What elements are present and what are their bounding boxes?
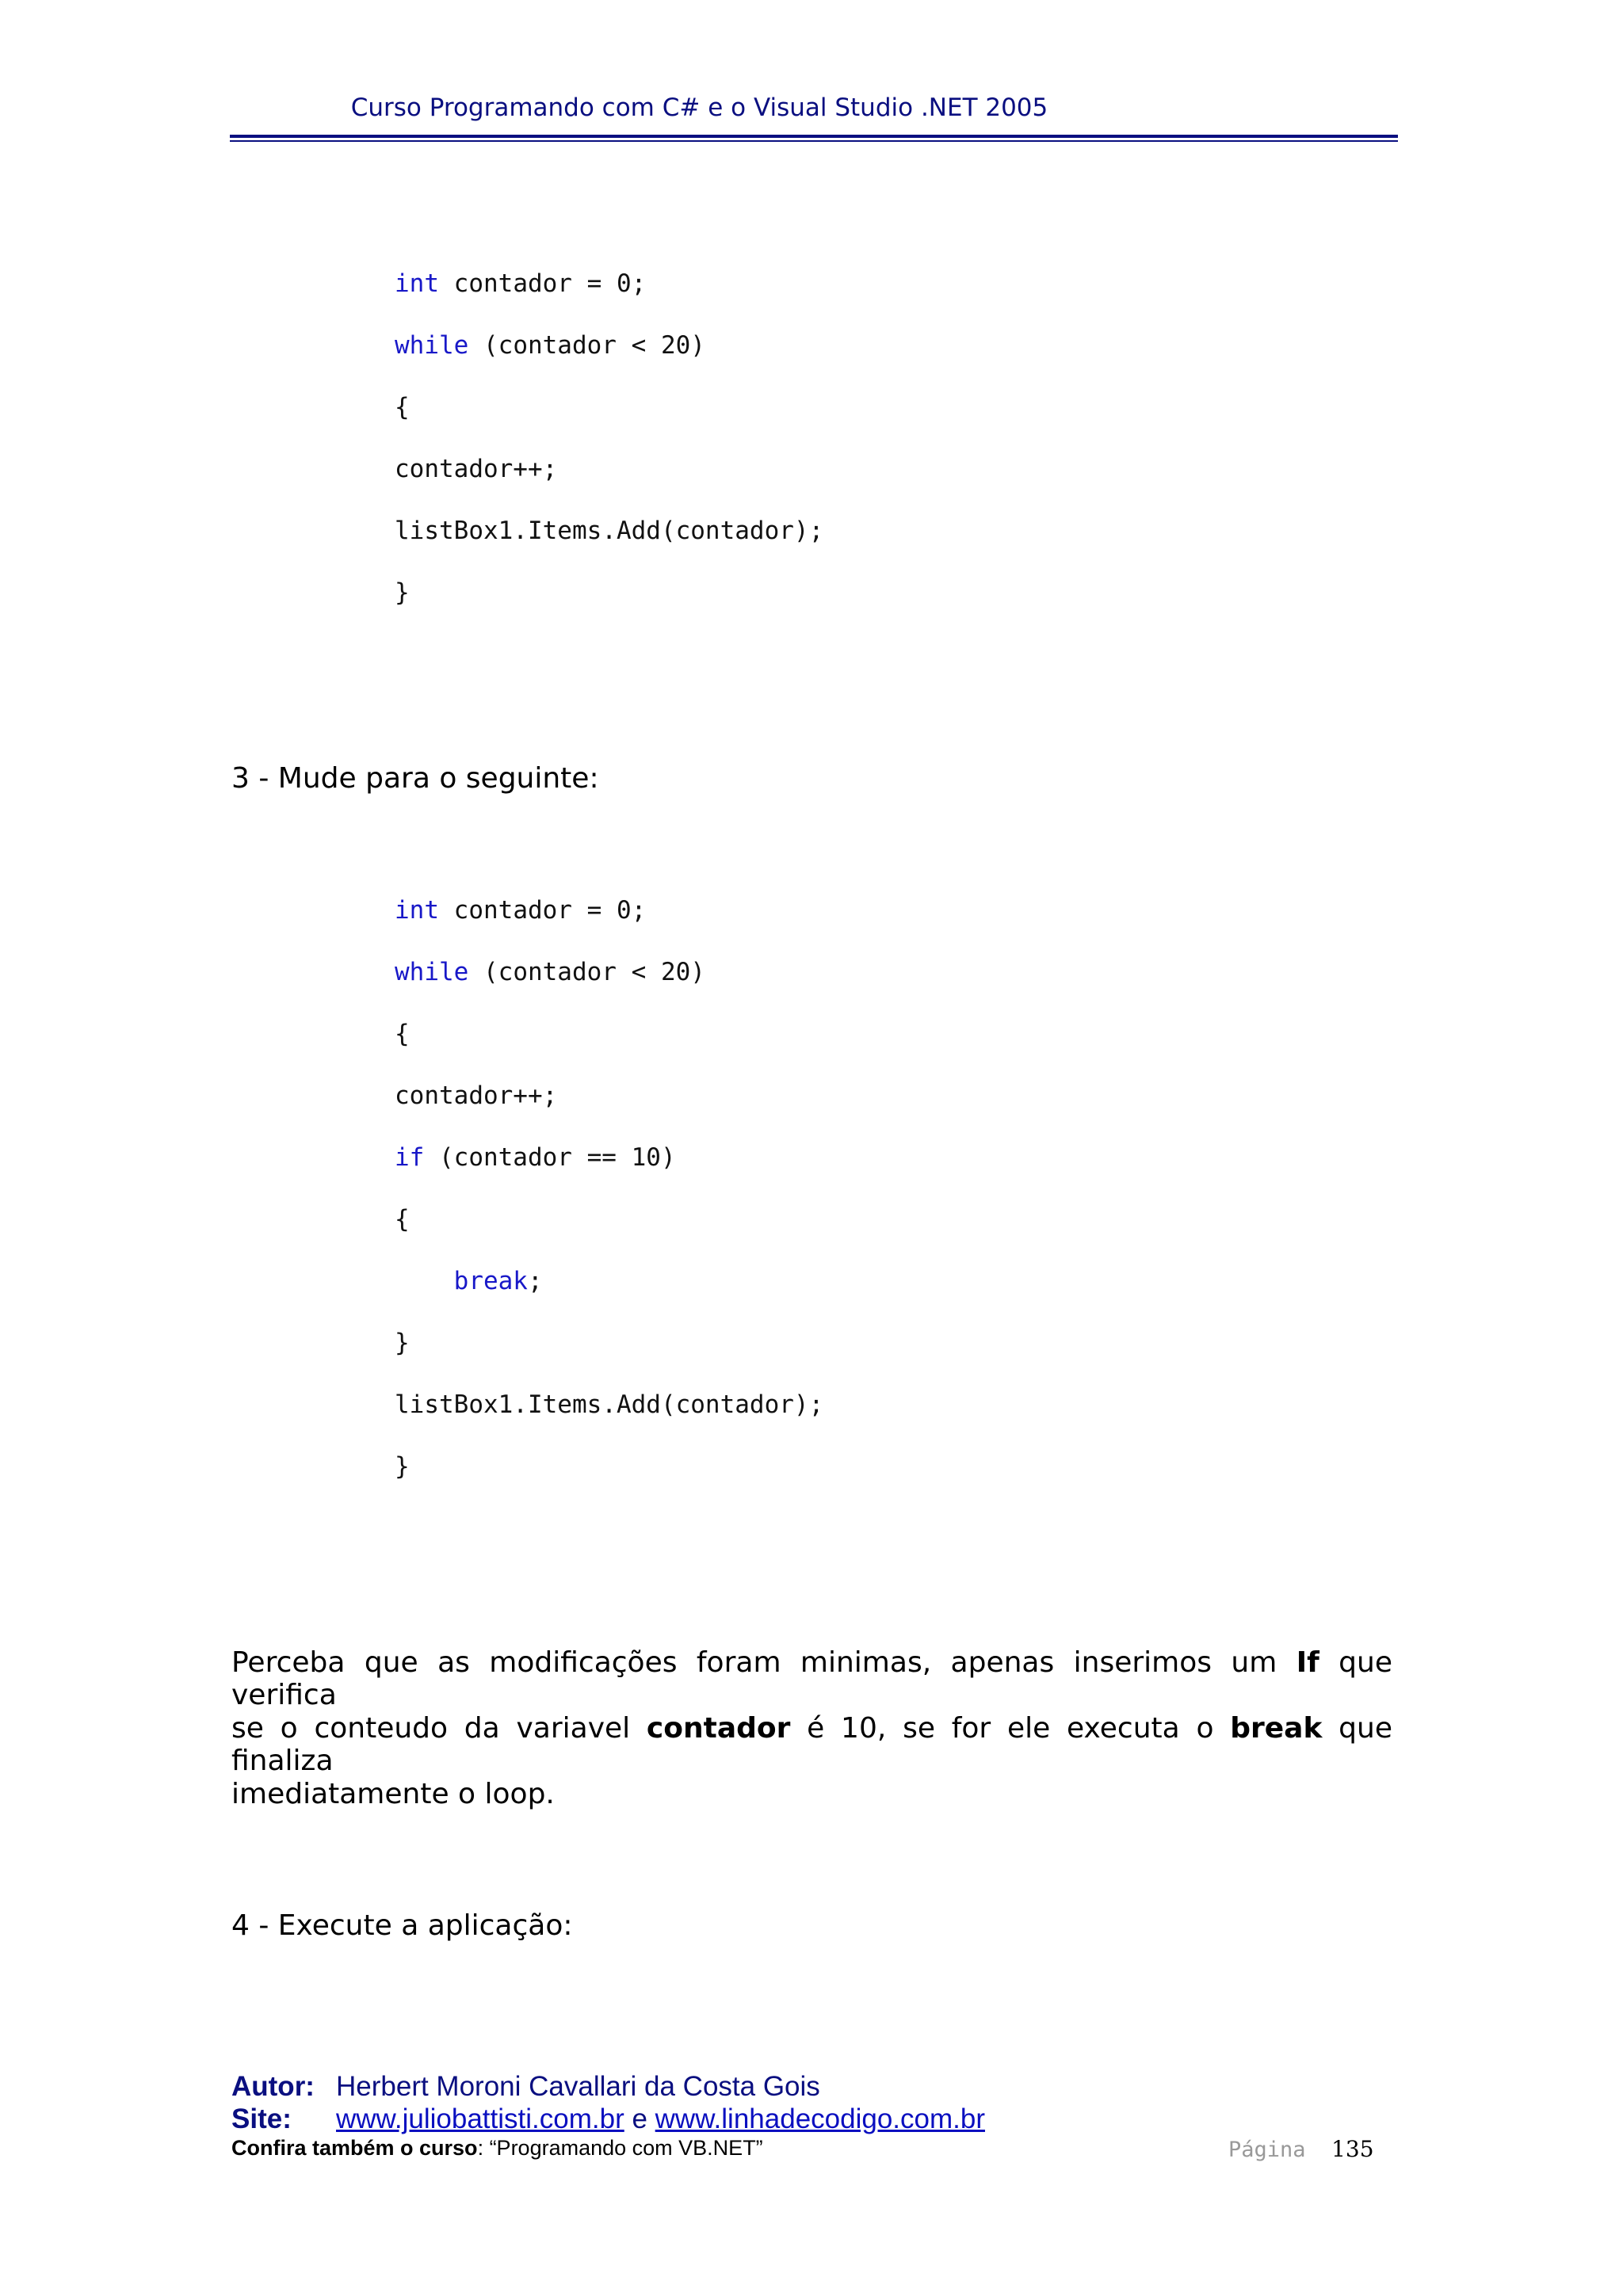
page-header-title: Curso Programando com C# e o Visual Studio .NET 2005 [350, 93, 1048, 122]
code-text: { [395, 1205, 410, 1234]
code-line [395, 455, 557, 483]
code-line [395, 1081, 557, 1110]
code-line [395, 269, 646, 298]
code-line [395, 393, 410, 421]
page-number: Página 135 [1228, 2136, 1374, 2162]
code-text: (contador < 20) [468, 958, 705, 986]
site-label: Site: [231, 2103, 292, 2134]
code-text: { [395, 393, 410, 421]
code-line [395, 1205, 410, 1234]
code-text: contador++; [395, 455, 558, 483]
code-line [395, 1267, 543, 1295]
code-line [395, 958, 705, 986]
code-keyword: if [395, 1143, 425, 1172]
code-keyword: break [395, 1267, 528, 1295]
code-line [395, 578, 410, 607]
code-text: } [395, 578, 410, 607]
paragraph-line-3: imediatamente o loop. [231, 1778, 555, 1810]
code-keyword: int [395, 269, 439, 298]
code-line [395, 331, 705, 360]
code-keyword: while [395, 958, 469, 986]
code-keyword: while [395, 331, 469, 360]
code-line [395, 517, 823, 545]
step-3-text: 3 - Mude para o seguinte: [231, 762, 599, 795]
code-line [395, 1020, 410, 1048]
code-line [395, 1143, 676, 1172]
code-keyword: int [395, 896, 439, 925]
code-text: listBox1.Items.Add(contador); [395, 517, 824, 545]
paragraph-line-1: Perceba que as modificações foram minimas, apenas inserimos um If que verifica [231, 1646, 1393, 1711]
code-text: { [395, 1020, 410, 1048]
footer-author [231, 2071, 820, 2103]
header-rule-thin [230, 140, 1398, 142]
footer-course: Confira também o curso: “Programando com VB.NET” [231, 2136, 763, 2160]
code-line [395, 1390, 823, 1419]
code-text: (contador < 20) [468, 331, 705, 360]
code-line [395, 1329, 410, 1357]
code-text: } [395, 1452, 410, 1481]
code-text: ; [527, 1267, 543, 1295]
code-text: listBox1.Items.Add(contador); [395, 1390, 824, 1419]
code-text: } [395, 1329, 410, 1357]
code-line [395, 896, 646, 925]
code-text: contador = 0; [439, 896, 647, 925]
step-4-text: 4 - Execute a aplicação: [231, 1909, 573, 1942]
author-label: Autor: [231, 2071, 315, 2102]
header-rule [230, 135, 1398, 138]
code-text: contador++; [395, 1081, 558, 1110]
footer-site: Site: www.juliobattisti.com.br e www.linhadecodigo.com.br [231, 2103, 985, 2134]
author-name: Herbert Moroni Cavallari da Costa Gois [336, 2071, 820, 2102]
code-line [395, 1452, 410, 1481]
site-link-juliobattisti[interactable]: www.juliobattisti.com.br [336, 2103, 624, 2134]
code-text: (contador == 10) [424, 1143, 676, 1172]
paragraph-line-2: se o conteudo da variavel contador é 10, se for ele executa o break que finaliza [231, 1712, 1392, 1777]
code-text: contador = 0; [439, 269, 647, 298]
site-link-linhadecodigo[interactable]: www.linhadecodigo.com.br [655, 2103, 985, 2134]
